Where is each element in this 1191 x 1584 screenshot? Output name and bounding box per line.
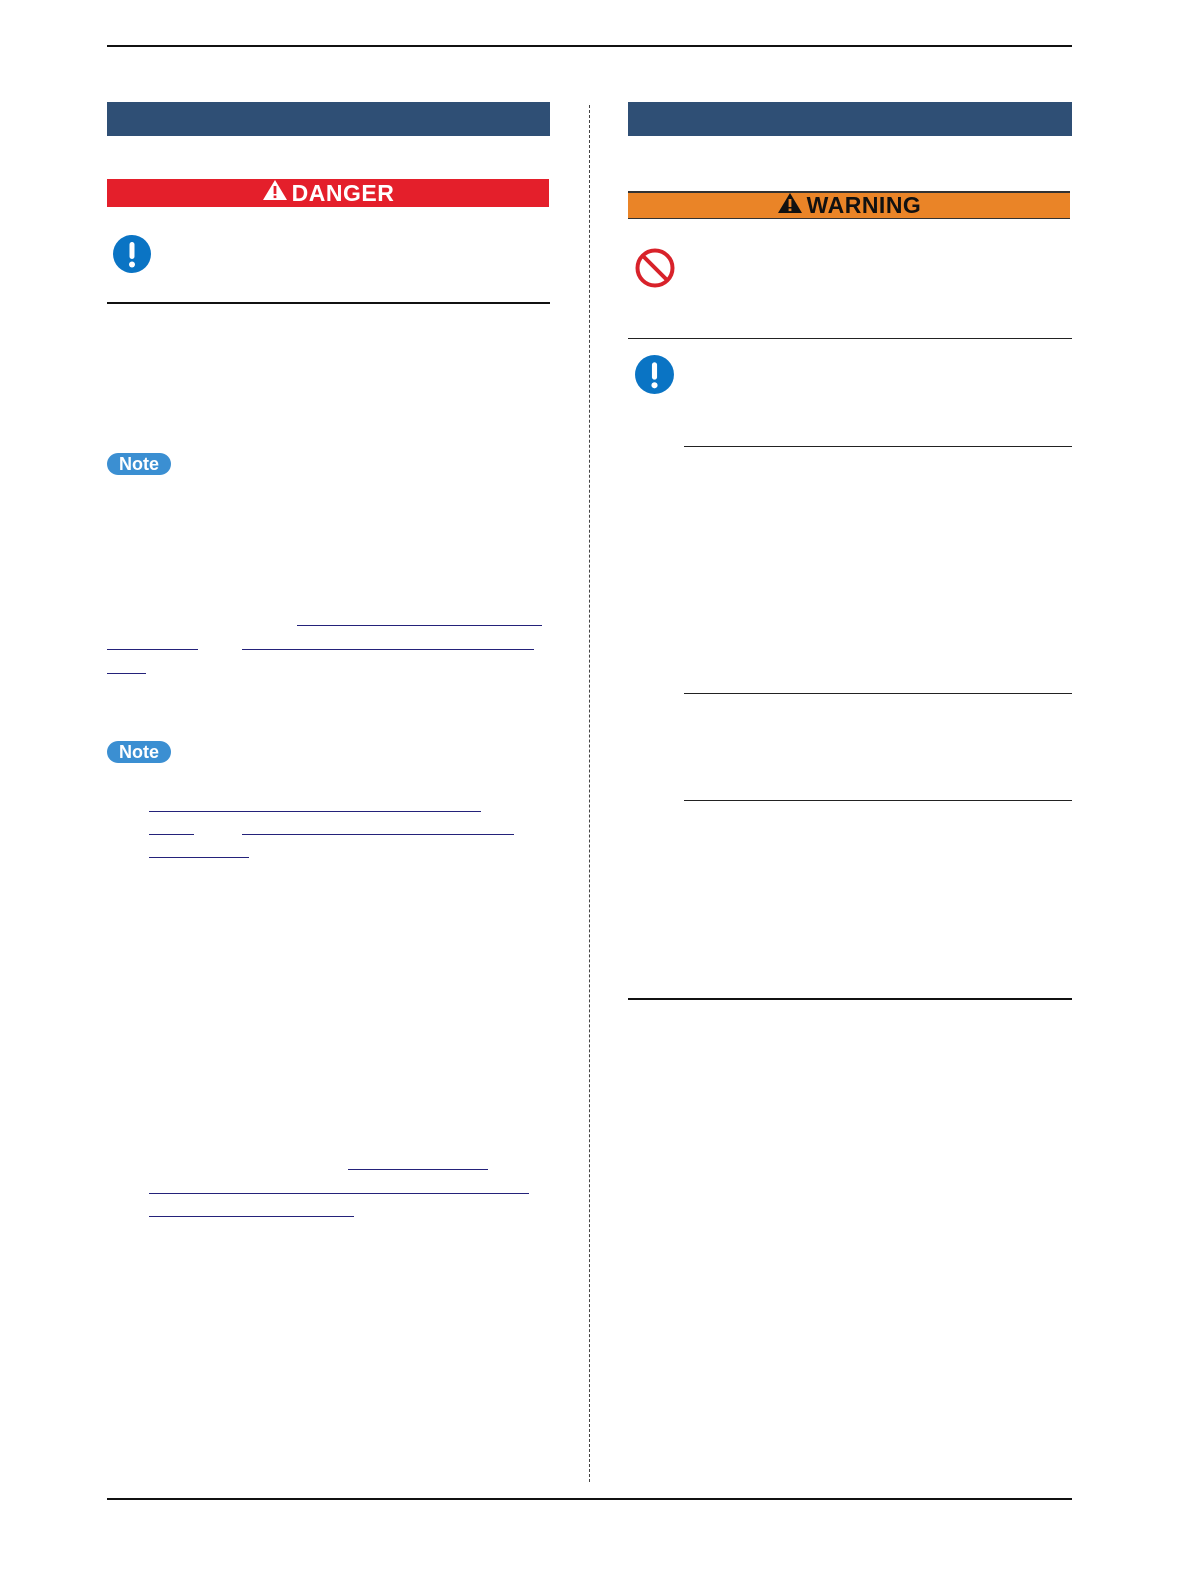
link-underline[interactable] [149,811,481,812]
link-underline[interactable] [242,834,514,835]
prohibition-icon [634,247,676,289]
page-bottom-rule [107,1498,1072,1500]
danger-label: DANGER [291,179,395,206]
warning-banner [628,191,1070,219]
link-underline[interactable] [107,649,198,650]
mandatory-action-icon [634,354,675,395]
link-underline[interactable] [149,1216,354,1217]
right-section-header [628,102,1072,136]
warning-item-rule [628,338,1072,339]
link-underline[interactable] [242,649,534,650]
link-underline[interactable] [149,1193,529,1194]
danger-section-rule [107,302,550,304]
mandatory-action-icon [112,234,152,274]
danger-banner [107,179,549,207]
link-underline[interactable] [107,673,146,674]
note-badge-2: Note [107,741,171,763]
link-underline[interactable] [149,834,194,835]
link-underline[interactable] [348,1169,488,1170]
warning-triangle-icon [262,179,288,207]
sub-item-rule-1 [684,446,1072,447]
link-underline[interactable] [149,857,249,858]
sub-item-rule-2 [684,693,1072,694]
column-divider [589,105,590,1482]
note-badge-1: Note [107,453,171,475]
sub-item-rule-3 [684,800,1072,801]
left-section-header [107,102,550,136]
warning-section-end-rule [628,998,1072,1000]
link-underline[interactable] [297,625,542,626]
warning-triangle-icon [777,192,803,220]
warning-label: WARNING [806,192,922,218]
page-top-rule [107,45,1072,47]
